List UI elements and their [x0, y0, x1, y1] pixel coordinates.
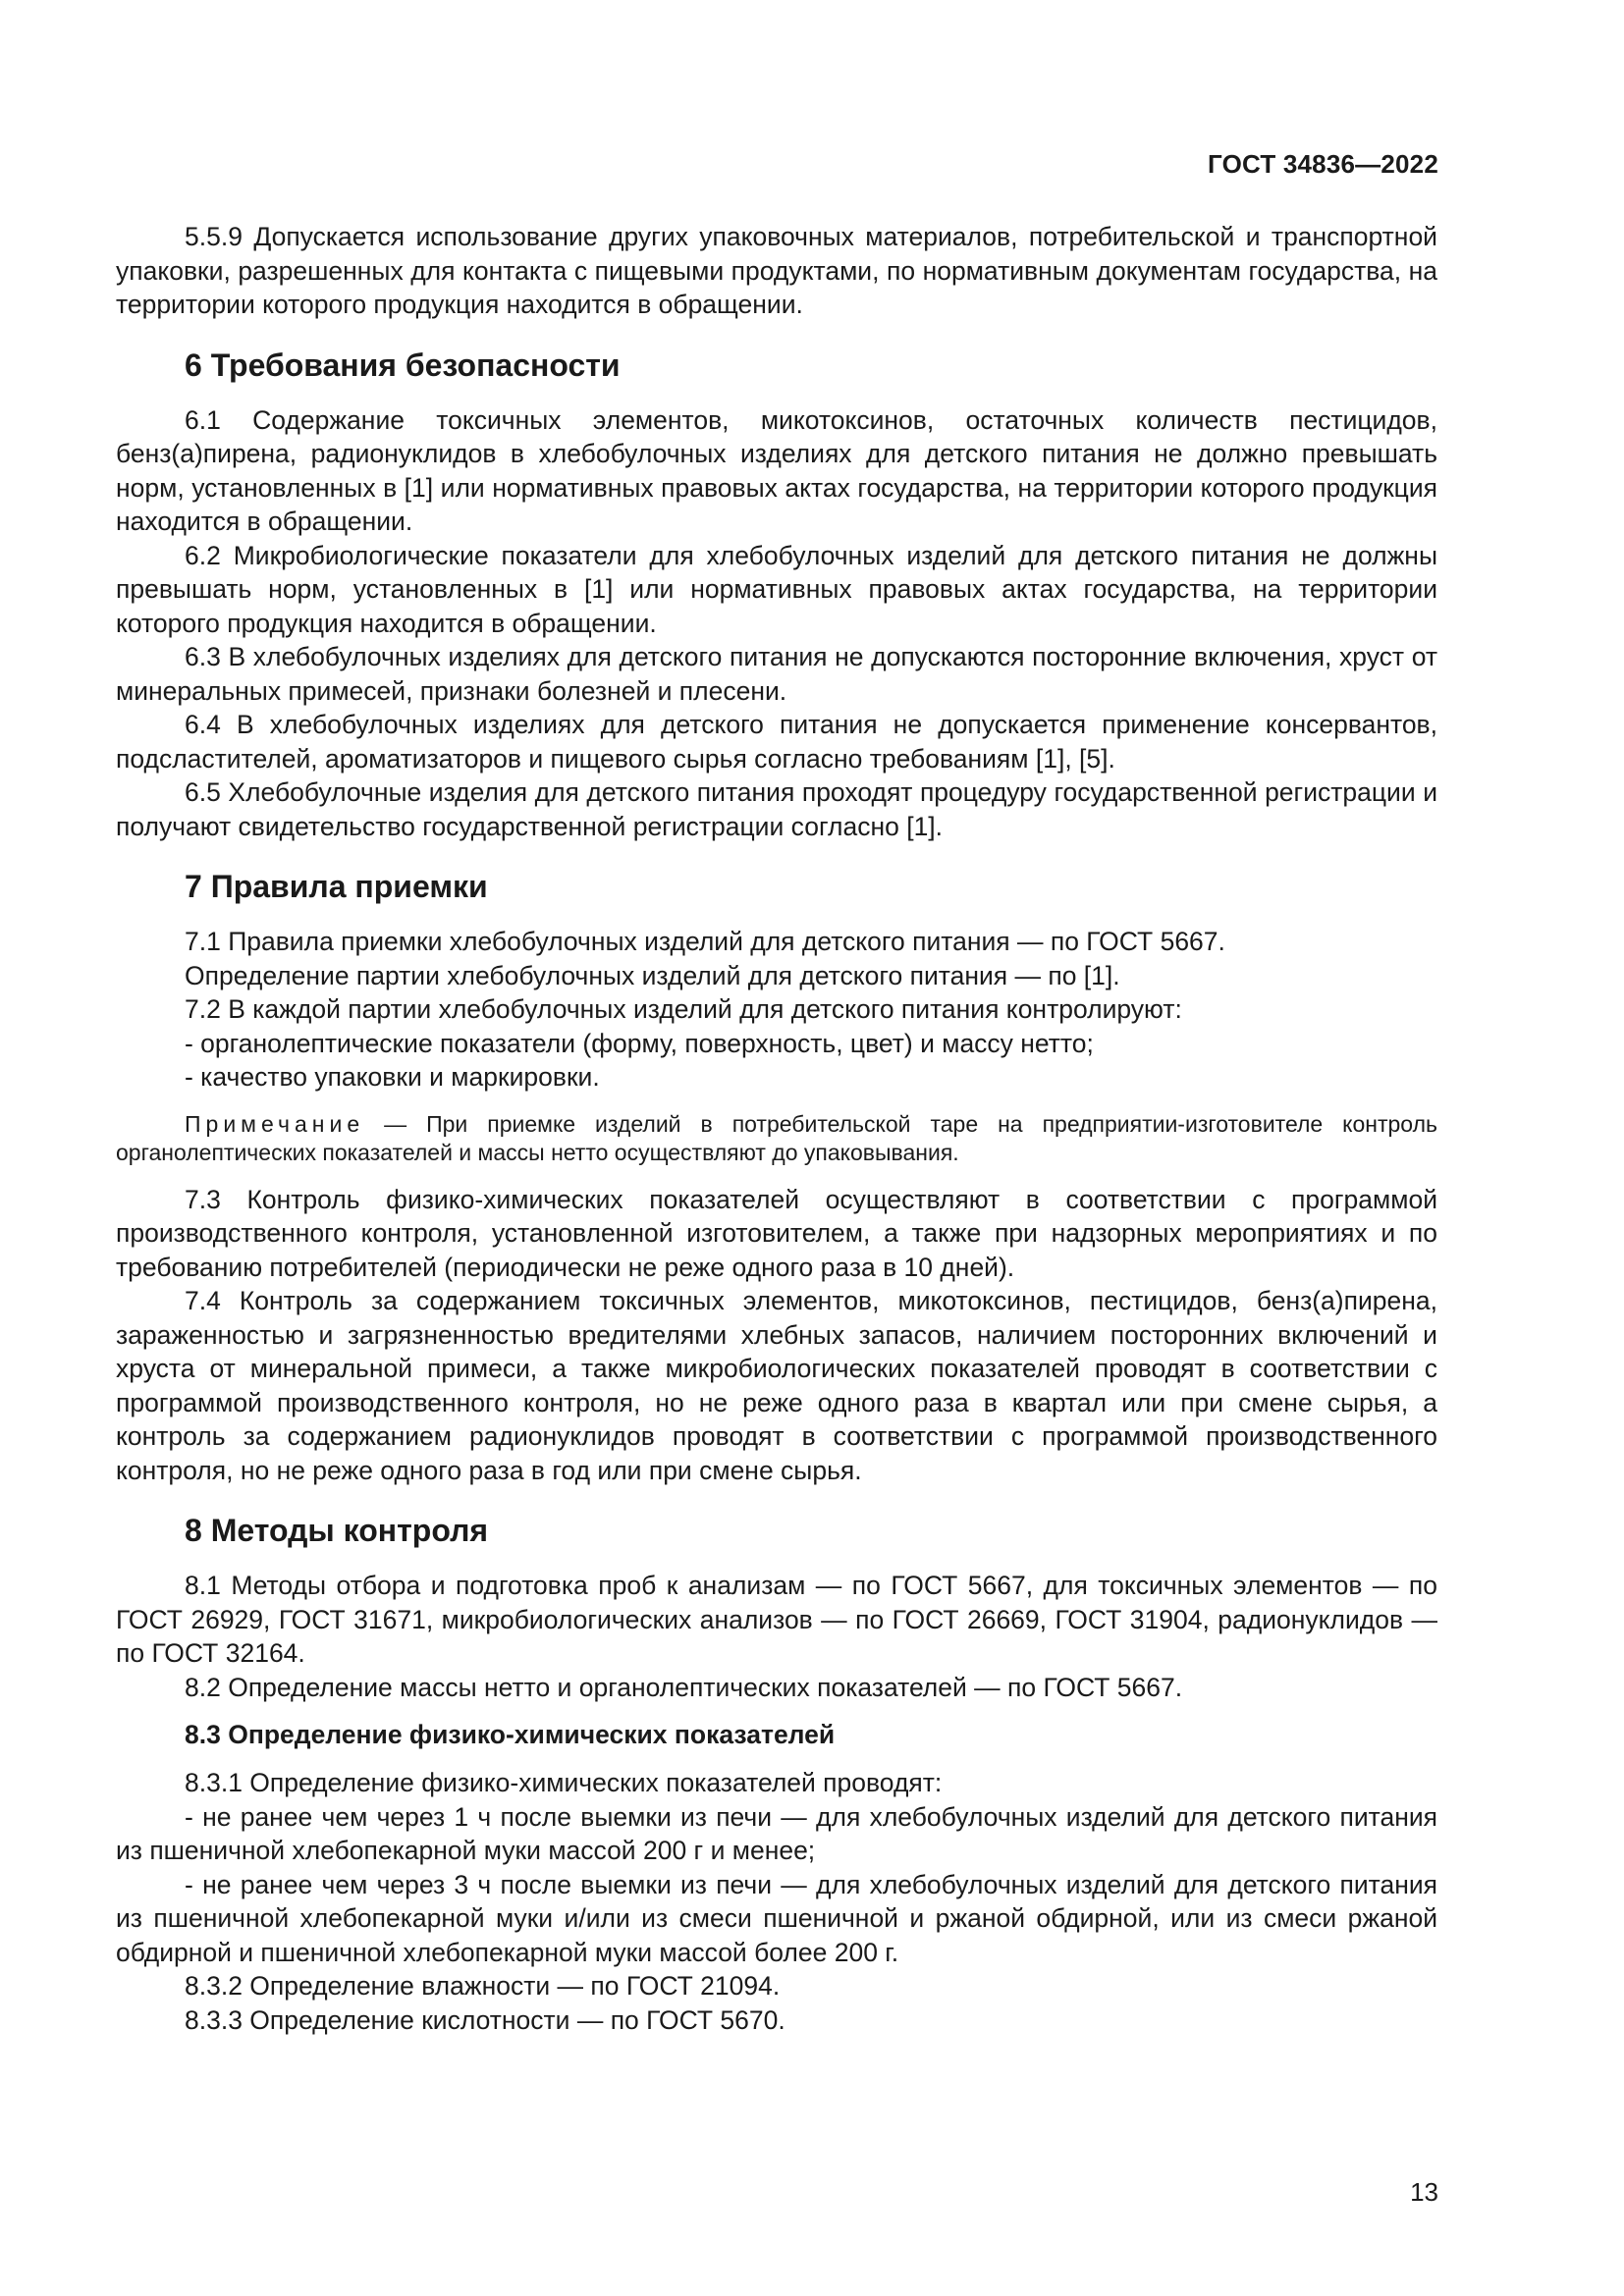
paragraph-6-2: 6.2 Микробиологические показатели для хлебобулочных изделий для детского питания не должны превышать норм, установленных в [1] или нормативных правовых актах государства, на территории которого продукция находится в обращении. — [116, 540, 1437, 638]
paragraph-7-4: 7.4 Контроль за содержанием токсичных элементов, микотоксинов, пестицидов, бенз(а)пирена, зараженностью и загрязненностью вредителями хлебных запасов, наличием посторонних включений и хруста от минеральной примеси, а также микробиологических показателей проводят в соответствии с программой производственного контроля, но не реже одного раза в квартал или при смене сырья, а контроль за содержанием радионуклидов проводят в соответствии с программой производственного контроля, но не реже одного раза в год или при смене сырья. — [116, 1286, 1437, 1485]
paragraph-6-3: 6.3 В хлебобулочных изделиях для детского питания не допускаются посторонние включения, хруст от минеральных примесей, признаки болезней и плесени. — [116, 642, 1437, 706]
paragraph-7-2: 7.2 В каждой партии хлебобулочных изделий для детского питания контролируют: — [185, 994, 1182, 1024]
paragraph-8-3-2: 8.3.2 Определение влажности — по ГОСТ 21094. — [185, 1971, 781, 2001]
section-8-title: 8 Методы контроля — [185, 1513, 489, 1548]
section-6-title: 6 Требования безопасности — [185, 347, 621, 383]
section-7-title: 7 Правила приемки — [185, 869, 488, 904]
paragraph-8-3-3: 8.3.3 Определение кислотности — по ГОСТ 5670. — [185, 2004, 785, 2035]
subsection-8-3-title: 8.3 Определение физико-химических показателей — [185, 1720, 836, 1749]
paragraph-8-2: 8.2 Определение массы нетто и органолептических показателей — по ГОСТ 5667. — [185, 1672, 1183, 1702]
list-item: - органолептические показатели (форму, поверхность, цвет) и массу нетто; — [185, 1028, 1094, 1058]
paragraph-7-1-lot: Определение партии хлебобулочных изделий для детского питания — по [1]. — [185, 960, 1120, 990]
list-item: - не ранее чем через 3 ч после выемки из печи — для хлебобулочных изделий для детского питания из пшеничной хлебопекарной муки и/или из смеси пшеничной и ржаной обдирной, или из смеси ржаной обдирной и пшеничной хлебопекарной муки массой более 200 г. — [116, 1869, 1437, 1967]
paragraph-7-1: 7.1 Правила приемки хлебобулочных изделий для детского питания — по ГОСТ 5667. — [185, 927, 1225, 956]
list-item: - не ранее чем через 1 ч после выемки из печи — для хлебобулочных изделий для детского питания из пшеничной хлебопекарной муки массой 200 г и менее; — [116, 1801, 1437, 1865]
note-label: Примечание — [185, 1110, 365, 1137]
note-7 — [116, 1110, 1437, 1167]
paragraph-7-3: 7.3 Контроль физико-химических показателей осуществляют в соответствии с программой производственного контроля, установленной изготовителем, а также при надзорных мероприятиях и по требованию потребителей (периодически не реже одного раза в 10 дней). — [116, 1184, 1437, 1282]
document-code: ГОСТ 34836—2022 — [1208, 149, 1438, 179]
note-text: — При приемке изделий в потребительской таре на предприятии-изготовителе контроль органолептических показателей и массы нетто осуществляют до упаковывания. — [116, 1110, 1437, 1165]
page-number: 13 — [1410, 2177, 1438, 2207]
paragraph-6-1: 6.1 Содержание токсичных элементов, микотоксинов, остаточных количеств пестицидов, бенз(а)пирена, радионуклидов в хлебобулочных изделиях для детского питания не должно превышать норм, установленных в [1] или нормативных правовых актах государства, на территории которого продукция находится в обращении. — [116, 404, 1437, 536]
paragraph-6-5: 6.5 Хлебобулочные изделия для детского питания проходят процедуру государственной регистрации и получают свидетельство государственной регистрации согласно [1]. — [116, 777, 1437, 841]
list-item: - качество упаковки и маркировки. — [185, 1062, 600, 1092]
paragraph-8-1: 8.1 Методы отбора и подготовка проб к анализам — по ГОСТ 5667, для токсичных элементов — по ГОСТ 26929, ГОСТ 31671, микробиологических анализов — по ГОСТ 26669, ГОСТ 31904, радионуклидов — по ГОСТ 32164. — [116, 1571, 1437, 1668]
page-content — [116, 220, 1437, 2037]
paragraph-6-4: 6.4 В хлебобулочных изделиях для детского питания не допускается применение консервантов, подсластителей, ароматизаторов и пищевого сырья согласно требованиям [1], [5]. — [116, 710, 1437, 774]
paragraph-5-5-9: 5.5.9 Допускается использование других упаковочных материалов, потребительской и транспортной упаковки, разрешенных для контакта с пищевыми продуктами, по нормативным документам государства, на территории которого продукция находится в обращении. — [116, 222, 1437, 319]
paragraph-8-3-1: 8.3.1 Определение физико-химических показателей проводят: — [185, 1768, 943, 1797]
